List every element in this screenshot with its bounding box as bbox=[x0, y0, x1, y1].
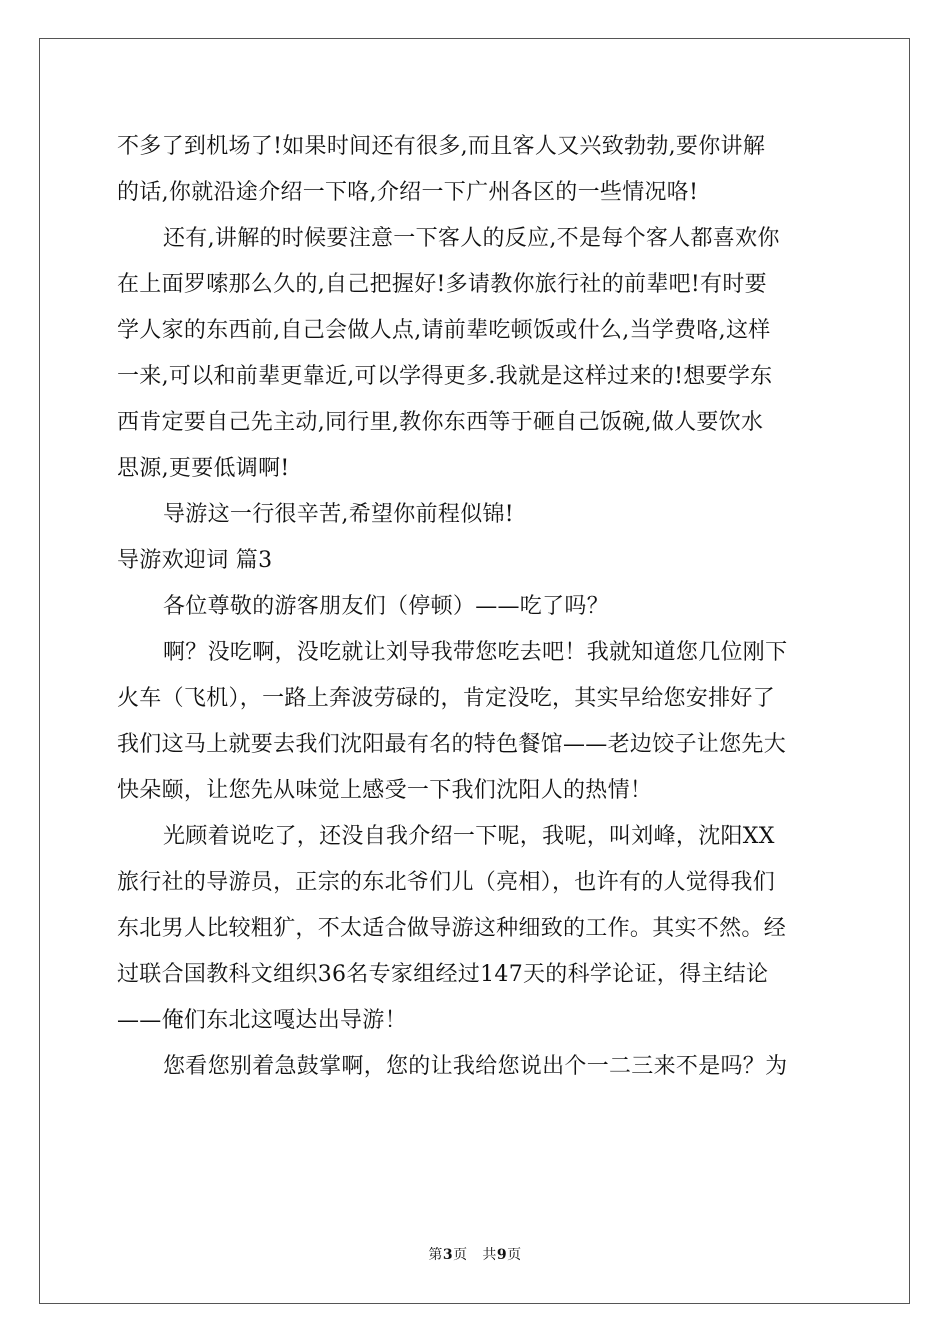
total-page-number: 9 bbox=[496, 1247, 508, 1263]
paragraph-line: 在上面罗嗦那么久的,自己把握好!多请教你旅行社的前辈吧!有时要 bbox=[117, 272, 767, 297]
paragraph-line: 快朵颐，让您先从味觉上感受一下我们沈阳人的热情！ bbox=[117, 778, 653, 803]
page-footer bbox=[0, 1244, 950, 1264]
page-prefix: 第 bbox=[428, 1247, 443, 1263]
paragraph-line: 思源,更要低调啊! bbox=[117, 456, 290, 481]
paragraph-line: 旅行社的导游员，正宗的东北爷们儿（亮相），也许有的人觉得我们 bbox=[117, 870, 776, 895]
page-suffix: 页 bbox=[453, 1247, 468, 1263]
paragraph-line: 导游这一行很辛苦,希望你前程似锦! bbox=[163, 502, 514, 527]
paragraph-line: 一来,可以和前辈更靠近,可以学得更多.我就是这样过来的!想要学东 bbox=[117, 364, 773, 389]
paragraph-line: 啊？没吃啊，没吃就让刘导我带您吃去吧！我就知道您几位刚下 bbox=[163, 640, 788, 665]
paragraph-line: 不多了到机场了!如果时间还有很多,而且客人又兴致勃勃,要你讲解 bbox=[117, 134, 766, 159]
current-page-number: 3 bbox=[442, 1247, 454, 1263]
paragraph-line: 的话,你就沿途介绍一下咯,介绍一下广州各区的一些情况咯! bbox=[117, 180, 699, 205]
paragraph-line: 您看您别着急鼓掌啊，您的让我给您说出个一二三来不是吗？为 bbox=[163, 1054, 788, 1079]
paragraph-line: 我们这马上就要去我们沈阳最有名的特色餐馆——老边饺子让您先大 bbox=[117, 732, 787, 757]
paragraph-line: 还有,讲解的时候要注意一下客人的反应,不是每个客人都喜欢你 bbox=[163, 226, 780, 251]
paragraph-line: 各位尊敬的游客朋友们（停顿）——吃了吗？ bbox=[163, 594, 610, 619]
paragraph-line: ——俺们东北这嘎达出导游！ bbox=[117, 1008, 407, 1033]
paragraph-line: 光顾着说吃了，还没自我介绍一下呢，我呢，叫刘峰，沈阳XX bbox=[163, 824, 775, 849]
paragraph-line: 西肯定要自己先主动,同行里,教你东西等于砸自己饭碗,做人要饮水 bbox=[117, 410, 764, 435]
paragraph-line: 学人家的东西前,自己会做人点,请前辈吃顿饭或什么,当学费咯,这样 bbox=[117, 318, 771, 343]
section-heading: 导游欢迎词 篇3 bbox=[117, 548, 273, 573]
total-prefix: 共 bbox=[482, 1247, 497, 1263]
paragraph-line: 火车（飞机），一路上奔波劳碌的，肯定没吃，其实早给您安排好了 bbox=[117, 686, 776, 711]
total-suffix: 页 bbox=[507, 1247, 522, 1263]
paragraph-line: 东北男人比较粗犷，不太适合做导游这种细致的工作。其实不然。经 bbox=[117, 916, 787, 941]
paragraph-line: 过联合国教科文组织36名专家组经过147天的科学论证，得主结论 bbox=[117, 962, 769, 987]
document-body bbox=[117, 124, 835, 1090]
